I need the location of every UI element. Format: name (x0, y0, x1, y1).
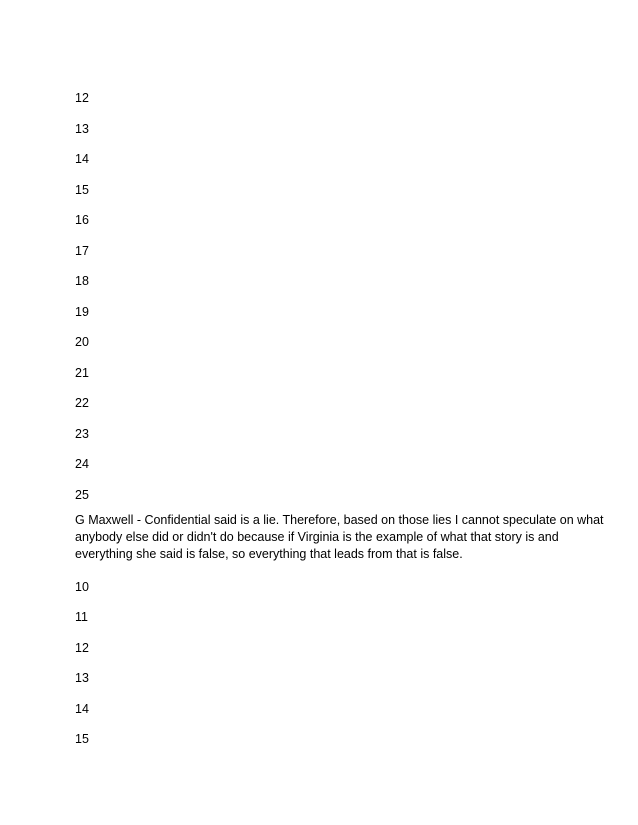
line-number: 18 (75, 274, 89, 288)
body-paragraph (75, 512, 604, 563)
line-number: 11 (75, 610, 88, 624)
line-number: 21 (75, 366, 89, 380)
paragraph-line: G Maxwell - Confidential said is a lie. Therefore, based on those lies I cannot speculate on what (75, 513, 604, 527)
paragraph-line: anybody else did or didn't do because if Virginia is the example of what that story is and (75, 530, 559, 544)
line-number: 13 (75, 671, 89, 685)
line-number: 12 (75, 91, 89, 105)
line-number: 23 (75, 427, 89, 441)
line-number: 25 (75, 488, 89, 502)
line-number: 19 (75, 305, 89, 319)
line-number: 20 (75, 335, 89, 349)
line-number: 16 (75, 213, 89, 227)
line-number: 14 (75, 152, 89, 166)
line-number: 15 (75, 732, 89, 746)
paragraph-line: everything she said is false, so everything that leads from that is false. (75, 547, 463, 561)
line-number: 22 (75, 396, 89, 410)
line-number: 15 (75, 183, 89, 197)
line-number: 24 (75, 457, 89, 471)
line-number: 14 (75, 702, 89, 716)
line-number: 13 (75, 122, 89, 136)
line-number: 17 (75, 244, 89, 258)
line-number: 10 (75, 580, 89, 594)
line-number: 12 (75, 641, 89, 655)
